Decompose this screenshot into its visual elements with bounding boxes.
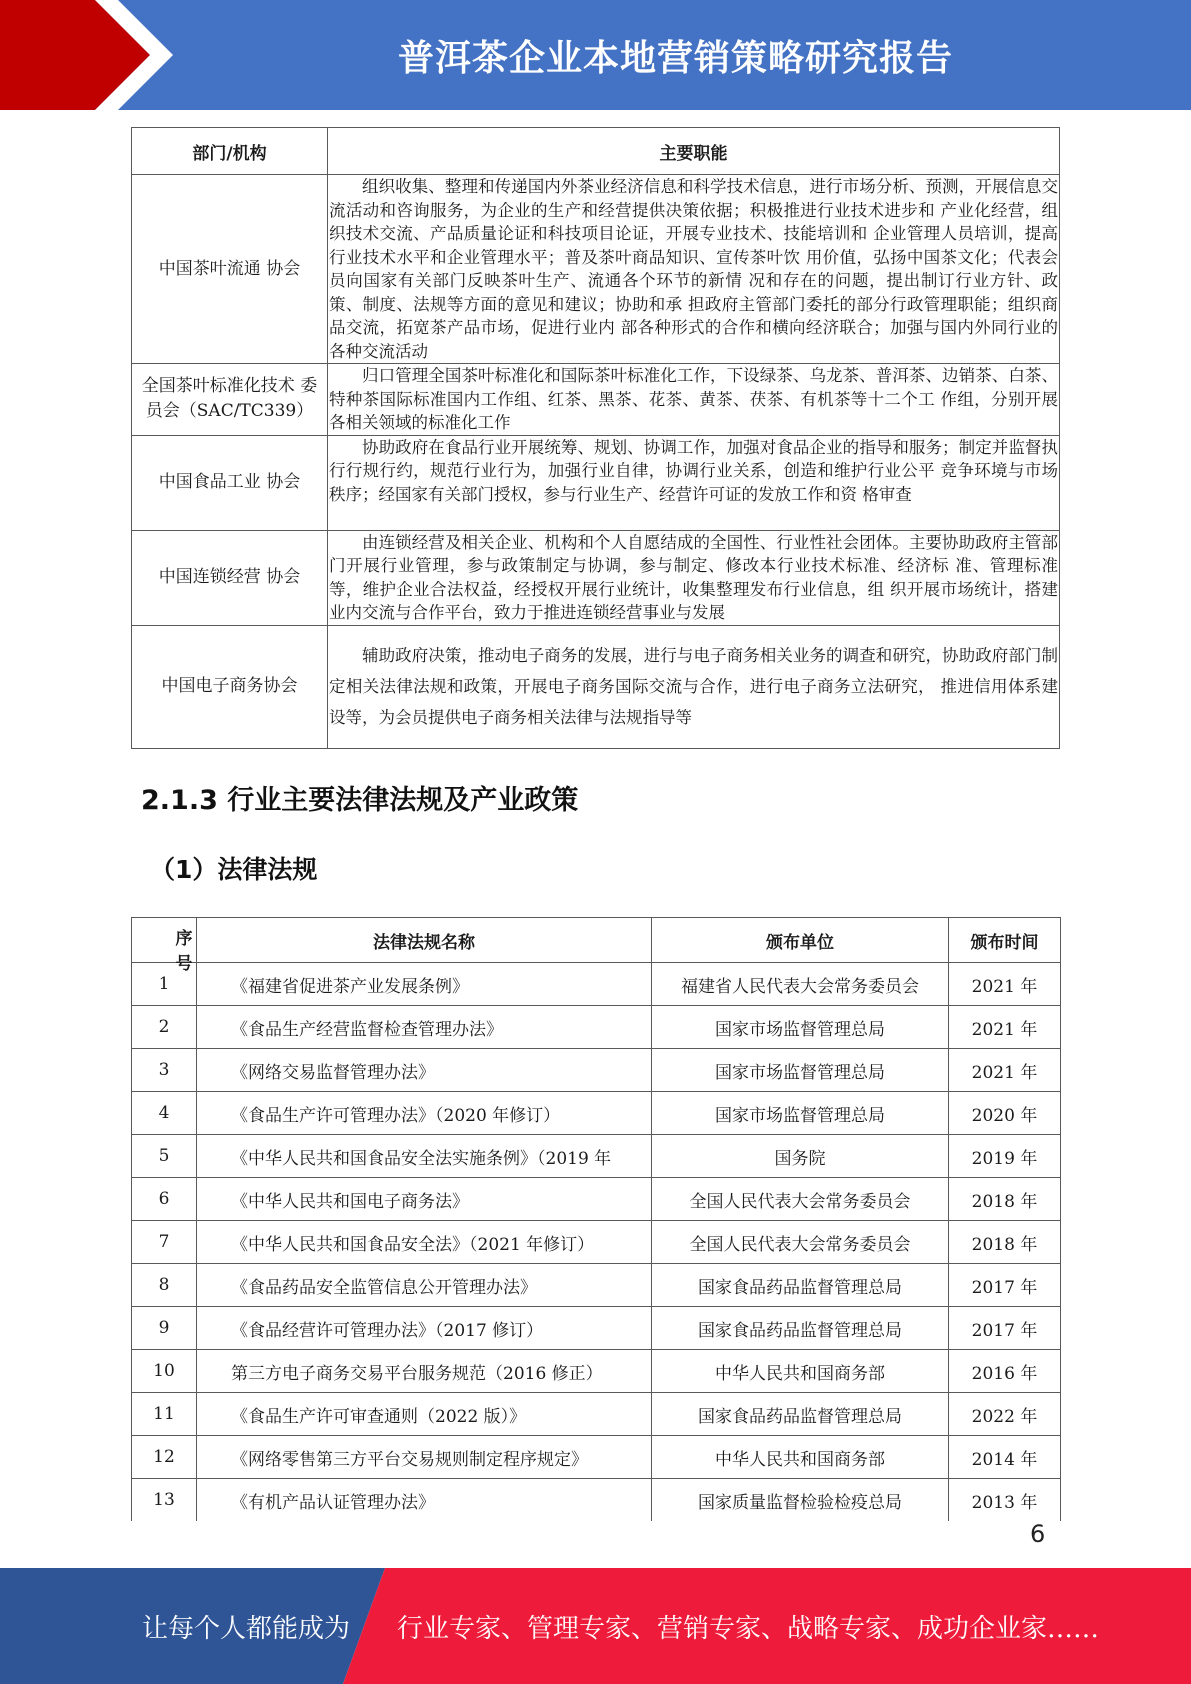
function-cell: 归口管理全国茶叶标准化和国际茶叶标准化工作，下设绿茶、乌龙茶、普洱茶、边销茶、白茶、特种茶国际标准国内工作组、红茶、黑茶、花茶、黄茶、茯茶、有机茶等十二个工 作组，分别开展各相关领域的标准化工作 (328, 364, 1060, 436)
dept-cell: 中国连锁经营 协会 (132, 530, 328, 625)
column-header-year: 颁布时间 (949, 918, 1061, 963)
table-row (132, 963, 1061, 1006)
row-number: 7 (132, 1221, 197, 1264)
row-number: 3 (132, 1049, 197, 1092)
table-row (132, 530, 1060, 625)
law-name: 《食品生产经营监督检查管理办法》 (197, 1006, 652, 1049)
issue-year: 2016 年 (949, 1350, 1061, 1393)
table-row (132, 1350, 1061, 1393)
footer-slogan-left: 让每个人都能成为 (142, 1613, 351, 1644)
column-header-seq (132, 918, 197, 974)
dept-cell: 中国食品工业 协会 (132, 435, 328, 530)
issuer: 福建省人民代表大会常务委员会 (652, 963, 949, 1006)
sub-heading: （1）法律法规 (150, 855, 318, 884)
issuer: 国家市场监督管理总局 (652, 1092, 949, 1135)
function-cell: 辅助政府决策，推动电子商务的发展，进行与电子商务相关业务的调查和研究，协助政府部门制定相关法律法规和政策，开展电子商务国际交流与合作，进行电子商务立法研究， 推进信用体系建设等，为会员提供电子商务相关法律与法规指导等 (328, 625, 1060, 748)
organization-table (131, 127, 1060, 749)
row-number: 2 (132, 1006, 197, 1049)
function-cell: 协助政府在食品行业开展统筹、规划、协调工作，加强对食品企业的指导和服务；制定并监督执行行规行约，规范行业行为，加强行业自律，协调行业关系，创造和维护行业公平 竞争环境与市场秩序；经国家有关部门授权，参与行业生产、经营许可证的发放工作和资 格审查 (328, 435, 1060, 530)
issuer: 全国人民代表大会常务委员会 (652, 1178, 949, 1221)
seq-header-label: 序号 (175, 929, 193, 974)
issuer: 国家市场监督管理总局 (652, 1049, 949, 1092)
issue-year: 2018 年 (949, 1221, 1061, 1264)
row-number: 5 (132, 1135, 197, 1178)
function-cell: 组织收集、整理和传递国内外茶业经济信息和科学技术信息，进行市场分析、预测，开展信息交流活动和咨询服务，为企业的生产和经营提供决策依据；积极推进行业技术进步和 产业化经营，组织技术交流、产品质量论证和科技项目论证，开展专业技术、技能培训和 企业管理人员培训，提高行业技术水平和企业管理水平；普及茶叶商品知识、宣传茶叶饮 用价值，弘扬中国茶文化；代表会员向国家有关部门反映茶叶生产、流通各个环节的新情 况和存在的问题，提出制订行业方针、政策、制度、法规等方面的意见和建议；协助和承 担政府主管部门委托的部分行政管理职能；组织商品交流，拓宽茶产品市场，促进行业内 部各种形式的合作和横向经济联合；加强与国内外同行业的各种交流活动 (328, 175, 1060, 364)
row-number: 13 (132, 1479, 197, 1522)
dept-cell: 中国电子商务协会 (132, 625, 328, 748)
table-row (132, 1307, 1061, 1350)
law-name: 《食品生产许可管理办法》（2020 年修订） (197, 1092, 652, 1135)
law-name: 第三方电子商务交易平台服务规范（2016 修正） (197, 1350, 652, 1393)
law-name: 《有机产品认证管理办法》 (197, 1479, 652, 1522)
issue-year: 2021 年 (949, 963, 1061, 1006)
table-row (132, 175, 1060, 364)
row-number: 9 (132, 1307, 197, 1350)
law-name: 《网络零售第三方平台交易规则制定程序规定》 (197, 1436, 652, 1479)
issue-year: 2014 年 (949, 1436, 1061, 1479)
issuer: 国家市场监督管理总局 (652, 1006, 949, 1049)
row-number: 4 (132, 1092, 197, 1135)
issue-year: 2018 年 (949, 1178, 1061, 1221)
law-name: 《食品经营许可管理办法》（2017 修订） (197, 1307, 652, 1350)
issue-year: 2019 年 (949, 1135, 1061, 1178)
issue-year: 2021 年 (949, 1049, 1061, 1092)
law-name: 《食品生产许可审查通则（2022 版）》 (197, 1393, 652, 1436)
issuer: 中华人民共和国商务部 (652, 1350, 949, 1393)
issuer: 国务院 (652, 1135, 949, 1178)
section-heading: 2.1.3 行业主要法律法规及产业政策 (141, 785, 579, 816)
table-row (132, 1221, 1061, 1264)
report-title: 普洱茶企业本地营销策略研究报告 (397, 37, 953, 79)
function-cell: 由连锁经营及相关企业、机构和个人自愿结成的全国性、行业性社会团体。主要协助政府主管部门开展行业管理，参与政策制定与协调，参与制定、修改本行业技术标准、经济标 准、管理标准等，维护企业合法权益，经授权开展行业统计，收集整理发布行业信息，组 织开展市场统计，搭建业内交流与合作平台，致力于推进连锁经营事业与发展 (328, 530, 1060, 625)
table-row (132, 1393, 1061, 1436)
table-row (132, 1135, 1061, 1178)
issue-year: 2013 年 (949, 1479, 1061, 1522)
column-header-dept: 部门/机构 (132, 128, 328, 175)
issue-year: 2022 年 (949, 1393, 1061, 1436)
law-name: 《福建省促进茶产业发展条例》 (197, 963, 652, 1006)
table-row (132, 1178, 1061, 1221)
table-row (132, 1092, 1061, 1135)
laws-table (131, 917, 1061, 1521)
table-header-row (132, 918, 1061, 963)
law-name: 《网络交易监督管理办法》 (197, 1049, 652, 1092)
issuer: 国家食品药品监督管理总局 (652, 1264, 949, 1307)
column-header-name: 法律法规名称 (197, 918, 652, 963)
dept-cell: 中国茶叶流通 协会 (132, 175, 328, 364)
table-row (132, 1006, 1061, 1049)
page-header (0, 0, 1191, 110)
table-row (132, 435, 1060, 530)
row-number: 10 (132, 1350, 197, 1393)
issue-year: 2020 年 (949, 1092, 1061, 1135)
table-row (132, 364, 1060, 436)
law-name: 《食品药品安全监管信息公开管理办法》 (197, 1264, 652, 1307)
issuer: 全国人民代表大会常务委员会 (652, 1221, 949, 1264)
table-row (132, 1049, 1061, 1092)
row-number: 12 (132, 1436, 197, 1479)
issuer: 中华人民共和国商务部 (652, 1436, 949, 1479)
table-header-row (132, 128, 1060, 175)
law-name: 《中华人民共和国食品安全法》（2021 年修订） (197, 1221, 652, 1264)
issuer: 国家食品药品监督管理总局 (652, 1307, 949, 1350)
issue-year: 2017 年 (949, 1264, 1061, 1307)
law-name: 《中华人民共和国电子商务法》 (197, 1178, 652, 1221)
issue-year: 2017 年 (949, 1307, 1061, 1350)
table-row (132, 1264, 1061, 1307)
table-row (132, 1479, 1061, 1522)
column-header-issuer: 颁布单位 (652, 918, 949, 963)
footer-slogan-right: 行业专家、管理专家、营销专家、战略专家、成功企业家…… (397, 1613, 1100, 1644)
issue-year: 2021 年 (949, 1006, 1061, 1049)
dept-cell: 全国茶叶标准化技术 委员会（SAC/TC339） (132, 364, 328, 436)
row-number: 8 (132, 1264, 197, 1307)
issuer: 国家食品药品监督管理总局 (652, 1393, 949, 1436)
page-number: 6 (1030, 1520, 1046, 1548)
column-header-function: 主要职能 (328, 128, 1060, 175)
row-number: 11 (132, 1393, 197, 1436)
table-row (132, 1436, 1061, 1479)
table-row (132, 625, 1060, 748)
law-name: 《中华人民共和国食品安全法实施条例》（2019 年 (197, 1135, 652, 1178)
page-footer (0, 1568, 1191, 1684)
issuer: 国家质量监督检验检疫总局 (652, 1479, 949, 1522)
row-number: 1 (132, 963, 197, 1006)
row-number: 6 (132, 1178, 197, 1221)
